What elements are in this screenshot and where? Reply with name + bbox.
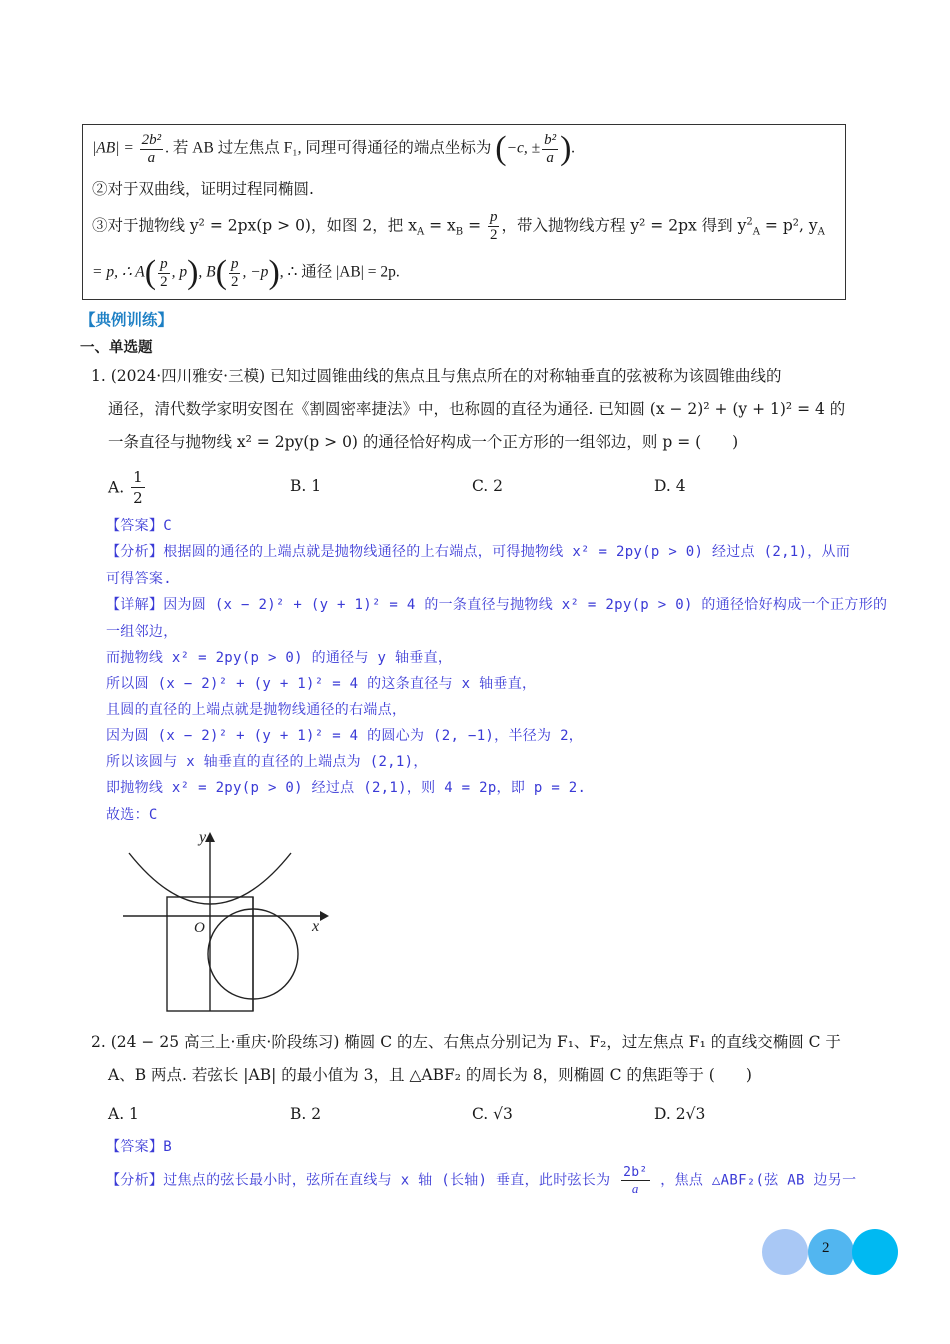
box-line-3: ③对于抛物线 y² = 2px(p > 0)，如图 2，把 $x_A = x_B$ = $\frac{p}{2}$ ，带入抛物线方程 y² = 2px 得到 $y^2_A = p^2$, $y_A$ — [92, 209, 825, 243]
q1-answer: 【答案】C — [106, 518, 172, 534]
q2-option-c: C. √3 — [472, 1105, 513, 1123]
q2-option-d: D. 2√3 — [654, 1105, 706, 1123]
q2-option-b: B. 2 — [290, 1105, 322, 1123]
y-axis-arrow — [205, 832, 215, 842]
q1-analysis-1: 【分析】根据圆的通径的上端点就是抛物线通径的上右端点，可得抛物线 x² = 2py(p > 0) 经过点 (2,1)，从而 — [106, 544, 851, 560]
box-fraction-b2-a: $\frac{\text{b²}}{a}$ — [544, 131, 557, 166]
q2-fraction: $\frac{\text{2b²}}{a}$ — [623, 1165, 648, 1196]
page-circle-mid — [808, 1229, 854, 1275]
origin-label: O — [194, 920, 205, 936]
q1-option-d: D. 4 — [654, 477, 686, 495]
q1-detail-6: 因为圆 (x − 2)² + (y + 1)² = 4 的圆心为 (2, −1)，半径为 2， — [106, 728, 584, 744]
box-line1-end: −c, ± — [506, 139, 541, 157]
box-fraction-p-2: $\frac{p}{2}$ — [489, 209, 498, 243]
x-axis-label: x — [312, 918, 320, 935]
section-title: 【典例训练】 — [80, 311, 174, 329]
box-line1-text: . 若 AB 过左焦点 F₁, 同理可得通径的端点坐标为 — [165, 139, 492, 157]
q2-line-1: 2. (24 − 25 高三上·重庆·阶段练习) 椭圆 C 的左、右焦点分别记为 F₁、F₂，过左焦点 F₁ 的直线交椭圆 C 于 — [91, 1033, 841, 1051]
x-axis-arrow — [320, 911, 329, 921]
q1-detail-9: 故选：C — [106, 807, 158, 823]
q1-option-c: C. 2 — [472, 477, 504, 495]
q2-analysis: 【分析】过焦点的弦长最小时，弦所在直线与 x 轴 (长轴) 垂直，此时弦长为 $\frac{\text{2b²}}{a}$ ，焦点 △ABF₂(弦 AB 边另一 — [106, 1165, 857, 1196]
box-line-1: |AB| = $\frac{\text{2b²}}{a}$ . 若 AB 过左焦点 F₁, 同理可得通径的端点坐标为 (−c, ± $\frac{\text{b²}}{a}$ ). — [92, 130, 576, 167]
q1-line-3: 一条直径与抛物线 x² = 2py(p > 0) 的通径恰好构成一个正方形的一组邻边，则 p = ( ) — [108, 433, 739, 451]
box-fraction-2b2-a: $\frac{\text{2b²}}{a}$ — [141, 131, 162, 166]
q1-detail-4: 所以圆 (x − 2)² + (y + 1)² = 4 的这条直径与 x 轴垂直， — [106, 676, 537, 692]
parabola-circle-figure — [115, 825, 335, 1015]
q1-detail-5: 且圆的直径的上端点就是抛物线通径的右端点， — [106, 702, 407, 718]
q1-detail-3: 而抛物线 x² = 2py(p > 0) 的通径与 y 轴垂直， — [106, 650, 453, 666]
q1-line-2: 通径，清代数学家明安图在《割圆密率捷法》中，也称圆的直径为通径. 已知圆 (x − 2)² + (y + 1)² = 4 的 — [108, 400, 846, 418]
q2-option-a: A. 1 — [108, 1105, 139, 1123]
q1-option-a: A. $\frac{1}{2}$ — [108, 468, 143, 507]
page-number: 2 — [822, 1240, 830, 1256]
q2-line-2: A、B 两点. 若弦长 |AB| 的最小值为 3，且 △ABF₂ 的周长为 8，则椭圆 C 的焦距等于 ( ) — [108, 1066, 752, 1084]
q1-detail-1: 【详解】因为圆 (x − 2)² + (y + 1)² = 4 的一条直径与抛物线 x² = 2py(p > 0) 的通径恰好构成一个正方形的 — [106, 597, 888, 613]
q2-answer: 【答案】B — [106, 1139, 172, 1155]
box-line-4: = p, ∴ A( $\frac{p}{2}$ , p), B( $\frac{p}{2}$ , −p), ∴ 通径 |AB| = 2p. — [92, 254, 400, 291]
q1-detail-8: 即抛物线 x² = 2py(p > 0) 经过点 (2,1)，则 4 = 2p，即 p = 2. — [106, 780, 587, 796]
page-circle-left — [762, 1229, 808, 1275]
q1-analysis-2: 可得答案. — [106, 571, 172, 587]
y-axis-label: y — [199, 829, 207, 846]
section-subtitle: 一、单选题 — [80, 340, 153, 356]
q1-detail-7: 所以该圆与 x 轴垂直的直径的上端点为 (2,1)， — [106, 754, 428, 770]
box-line1-prefix: |AB| = — [92, 139, 134, 157]
page-circle-right — [852, 1229, 898, 1275]
q1-option-b: B. 1 — [290, 477, 322, 495]
q1-detail-2: 一组邻边， — [106, 624, 178, 640]
box-line-2: ②对于双曲线，证明过程同椭圆. — [92, 180, 314, 198]
q1-line-1: 1. (2024·四川雅安·三模) 已知过圆锥曲线的焦点且与焦点所在的对称轴垂直的弦被称为该圆锥曲线的 — [91, 367, 782, 385]
